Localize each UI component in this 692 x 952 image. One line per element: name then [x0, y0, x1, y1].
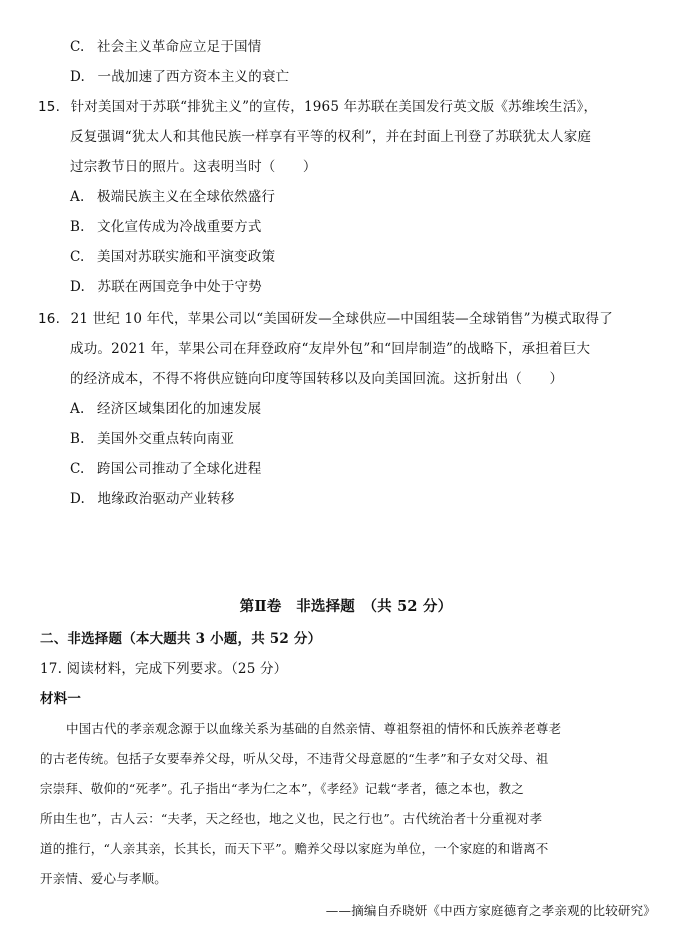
option-letter: B.: [70, 219, 85, 235]
option-text: 美国外交重点转向南亚: [97, 431, 235, 447]
option-text: 苏联在两国竞争中处于守势: [97, 279, 262, 295]
question-16-line-1: [38, 310, 613, 328]
option-text: 跨国公司推动了全球化进程: [97, 461, 262, 477]
q15-option-c: [70, 248, 275, 266]
material-line: 开亲情、爱心与孝顺。: [40, 871, 168, 886]
q16-option-b: [70, 430, 234, 448]
section-subtitle: 二、非选择题（本大题共 3 小题，共 52 分）: [40, 631, 322, 647]
option-text: 一战加速了西方资本主义的衰亡: [97, 69, 290, 85]
option-text: 社会主义革命应立足于国情: [97, 39, 262, 55]
question-15-line-1: [38, 98, 597, 116]
material-line: 所由生也”，古人云：“夫孝，天之经也，地之义也，民之行也”。古代统治者十分重视对孝: [40, 811, 543, 826]
q16-option-d: [70, 490, 235, 508]
q16-option-a: [70, 400, 261, 418]
material-label: 材料一: [40, 691, 82, 707]
question-text: 21 世纪 10 年代，苹果公司以“美国研发—全球供应—中国组装—全球销售”为模式取得了: [70, 311, 613, 327]
material-line: 宗崇拜、敬仰的“死孝”。孔子指出“孝为仁之本”，《孝经》记载“孝者，德之本也，教之: [40, 781, 524, 796]
option-letter: A.: [70, 189, 85, 205]
question-16-line-3: 的经济成本，不得不将供应链向印度等国转移以及向美国回流。这折射出（ ）: [70, 371, 564, 387]
option-letter: D.: [70, 491, 86, 507]
option-letter: A.: [70, 401, 85, 417]
material-line: 道的推行，“人亲其亲，长其长，而天下平”。赡养父母以家庭为单位，一个家庭的和谐离不: [40, 841, 549, 856]
question-text: 针对美国对于苏联“排犹主义”的宣传，1965 年苏联在美国发行英文版《苏维埃生活》，: [70, 99, 598, 115]
question-17-header: 17. 阅读材料，完成下列要求。（25 分）: [40, 661, 288, 677]
option-letter: D.: [70, 69, 86, 85]
option-text: 地缘政治驱动产业转移: [97, 491, 235, 507]
section-title: 第Ⅱ卷 非选择题 （共 52 分）: [239, 598, 453, 615]
material-line: 中国古代的孝亲观念源于以血缘关系为基础的自然亲情、尊祖祭祖的情怀和氏族养老尊老: [66, 721, 562, 736]
question-15-line-3: 过宗教节日的照片。这表明当时（ ）: [70, 159, 317, 175]
option-text: 经济区域集团化的加速发展: [96, 401, 262, 417]
option-letter: C.: [70, 249, 85, 265]
option-text: 极端民族主义在全球依然盛行: [96, 189, 276, 205]
question-15-line-2: 反复强调“犹太人和其他民族一样享有平等的权利”，并在封面上刊登了苏联犹太人家庭: [70, 129, 592, 145]
option-text: 美国对苏联实施和平演变政策: [97, 249, 276, 265]
question-16-line-2: 成功。2021 年，苹果公司在拜登政府“友岸外包”和“回岸制造”的战略下，承担着巨大: [70, 341, 591, 357]
option-letter: B.: [70, 431, 85, 447]
q16-option-c: [70, 460, 261, 478]
q15-option-a: [70, 188, 275, 206]
option-letter: C.: [70, 461, 85, 477]
option-letter: C.: [70, 39, 85, 55]
question-number: 16.: [38, 311, 61, 327]
material-source: ——摘编自乔晓妍《中西方家庭德育之孝亲观的比较研究》: [325, 903, 656, 918]
option-text: 文化宣传成为冷战重要方式: [97, 219, 262, 235]
option-c: [70, 38, 261, 56]
material-line: 的古老传统。包括子女要奉养父母，听从父母，不违背父母意愿的“生孝”和子女对父母、祖: [40, 751, 549, 766]
q15-option-d: [70, 278, 262, 296]
q15-option-b: [70, 218, 262, 236]
option-letter: D.: [70, 279, 86, 295]
option-d: [70, 68, 289, 86]
question-number: 15.: [38, 99, 61, 115]
